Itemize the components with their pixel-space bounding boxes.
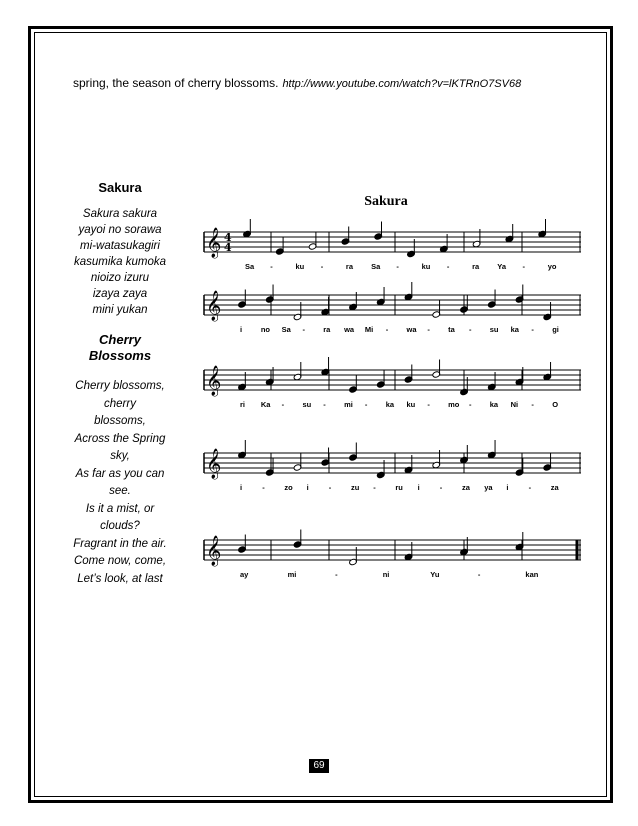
score-syllable: i bbox=[506, 483, 509, 492]
score-syllable: su bbox=[489, 325, 499, 334]
score-syllable: su bbox=[302, 400, 312, 409]
translation-line: Come now, come, bbox=[73, 555, 167, 567]
score-syllable: - bbox=[477, 570, 481, 579]
score-syllable: - bbox=[531, 400, 534, 409]
intro-text: spring, the season of cherry blossoms. bbox=[73, 76, 279, 90]
score-syllable: Yu bbox=[430, 570, 440, 579]
score-syllable: ra bbox=[472, 262, 480, 271]
lyric-line: kasumika kumoka bbox=[73, 256, 167, 268]
score-syllable: Sa bbox=[245, 262, 255, 271]
lyric-line: mini yukan bbox=[92, 304, 148, 316]
treble-clef-icon: 𝄞 bbox=[206, 536, 222, 566]
lyrics-column bbox=[60, 180, 180, 588]
score-syllable: gi bbox=[552, 325, 559, 334]
score-syllable: Ya bbox=[497, 262, 507, 271]
score-syllable: ku bbox=[421, 262, 431, 271]
translation-line: cherry bbox=[104, 397, 136, 410]
staff-row bbox=[204, 282, 581, 334]
score-syllable: i bbox=[240, 483, 243, 492]
time-signature-bottom: 4 bbox=[224, 241, 232, 254]
score-syllable: O bbox=[552, 400, 559, 409]
score-syllable: ku bbox=[295, 262, 305, 271]
score-syllable: yo bbox=[547, 262, 557, 271]
staff-row bbox=[204, 440, 581, 492]
lyrics-title: Sakura bbox=[98, 180, 142, 195]
score-syllable: zu bbox=[351, 483, 360, 492]
treble-clef-icon: 𝄞 bbox=[206, 291, 222, 321]
score-syllable: - bbox=[335, 570, 338, 579]
score-syllable: - bbox=[320, 262, 324, 271]
score-syllable: ru bbox=[395, 483, 403, 492]
score-syllable: za bbox=[462, 483, 470, 492]
score-syllable: Ka bbox=[260, 400, 271, 409]
translation-line: As far as you can bbox=[75, 467, 165, 480]
translation-title-line: Cherry bbox=[99, 332, 141, 347]
translation-line: Fragrant in the air. bbox=[73, 537, 167, 550]
score-syllable: no bbox=[260, 325, 270, 334]
score-syllable: - bbox=[468, 400, 472, 409]
lyric-line: izaya zaya bbox=[92, 288, 148, 300]
time-signature-top: 4 bbox=[224, 231, 232, 244]
score-syllable: - bbox=[522, 262, 526, 271]
score-syllable: - bbox=[468, 325, 472, 334]
score-syllable: ta bbox=[448, 325, 455, 334]
score-syllable: - bbox=[364, 400, 368, 409]
lyric-line: yayoi no sorawa bbox=[78, 224, 162, 236]
lyric-line: Sakura sakura bbox=[82, 208, 158, 220]
score-syllable: - bbox=[385, 325, 389, 334]
score-syllable: - bbox=[328, 483, 332, 492]
translation-line: see. bbox=[109, 485, 131, 497]
translation-line: Cherry blossoms, bbox=[75, 380, 165, 392]
intro-line bbox=[73, 76, 521, 90]
score-syllable: Ni bbox=[510, 400, 519, 409]
treble-clef-icon: 𝄞 bbox=[206, 228, 222, 258]
translation-line: clouds? bbox=[100, 520, 140, 532]
score-syllable: - bbox=[281, 400, 285, 409]
score-syllable: zo bbox=[284, 483, 293, 492]
score-syllable: ra bbox=[345, 262, 354, 271]
translation-line: sky, bbox=[110, 450, 130, 462]
score-syllable: i bbox=[240, 325, 243, 334]
score-title: Sakura bbox=[364, 194, 408, 209]
score-syllable: ya bbox=[484, 483, 493, 492]
score-syllable: ka bbox=[510, 325, 519, 334]
score-syllable: - bbox=[373, 483, 376, 492]
score-syllable: Mi bbox=[364, 325, 374, 334]
staff-row bbox=[204, 530, 581, 580]
translation-lines bbox=[60, 378, 180, 588]
lyric-line: nioizo izuru bbox=[90, 272, 150, 284]
score-syllable: - bbox=[446, 262, 450, 271]
score-syllable: wa bbox=[406, 325, 417, 334]
score-syllable: ay bbox=[240, 570, 249, 579]
score-syllable: kan bbox=[525, 570, 539, 579]
page-number: 69 bbox=[309, 759, 329, 773]
score-syllable: - bbox=[427, 325, 430, 334]
score-syllable: ri bbox=[240, 400, 246, 409]
staff-row bbox=[204, 219, 581, 271]
score-syllable: ka bbox=[385, 400, 395, 409]
score-syllable: ra bbox=[323, 325, 331, 334]
score-syllable: za bbox=[550, 483, 559, 492]
score-syllable: - bbox=[439, 483, 443, 492]
score-syllable: mi bbox=[287, 570, 297, 579]
score-syllable: ku bbox=[406, 400, 416, 409]
score-syllable: Sa bbox=[371, 262, 381, 271]
score-syllable: i bbox=[417, 483, 420, 492]
score-syllable: - bbox=[262, 483, 265, 492]
staff-row bbox=[204, 357, 581, 409]
score-syllable: mo bbox=[448, 400, 460, 409]
lyric-line: mi-watasukagiri bbox=[80, 240, 160, 252]
treble-clef-icon: 𝄞 bbox=[206, 366, 222, 396]
translation-line: Let’s look, at last bbox=[77, 572, 163, 585]
translation-line: Across the Spring bbox=[74, 432, 166, 445]
score-syllable: ni bbox=[382, 570, 390, 579]
score-syllable: - bbox=[323, 400, 326, 409]
translation-title-line: Blossoms bbox=[88, 348, 152, 363]
score-syllable: - bbox=[270, 262, 273, 271]
lyrics-lines bbox=[60, 206, 180, 318]
translation-line: Is it a mist, or bbox=[85, 502, 155, 515]
score-syllable: - bbox=[302, 325, 305, 334]
score-syllable: - bbox=[531, 325, 534, 334]
score-syllable: ka bbox=[489, 400, 499, 409]
score-syllable: Sa bbox=[281, 325, 291, 334]
treble-clef-icon: 𝄞 bbox=[206, 449, 222, 479]
score-syllable: - bbox=[528, 483, 532, 492]
translation-title bbox=[60, 332, 180, 364]
score-syllable: i bbox=[306, 483, 309, 492]
sheet-music bbox=[196, 185, 591, 605]
score-syllable: mi bbox=[344, 400, 353, 409]
score-syllable: wa bbox=[344, 325, 355, 334]
score-syllable: - bbox=[396, 262, 399, 271]
score-syllable: - bbox=[427, 400, 430, 409]
video-link[interactable]: http://www.youtube.com/watch?v=lKTRnO7SV68 bbox=[282, 78, 522, 90]
translation-line: blossoms, bbox=[94, 415, 146, 427]
